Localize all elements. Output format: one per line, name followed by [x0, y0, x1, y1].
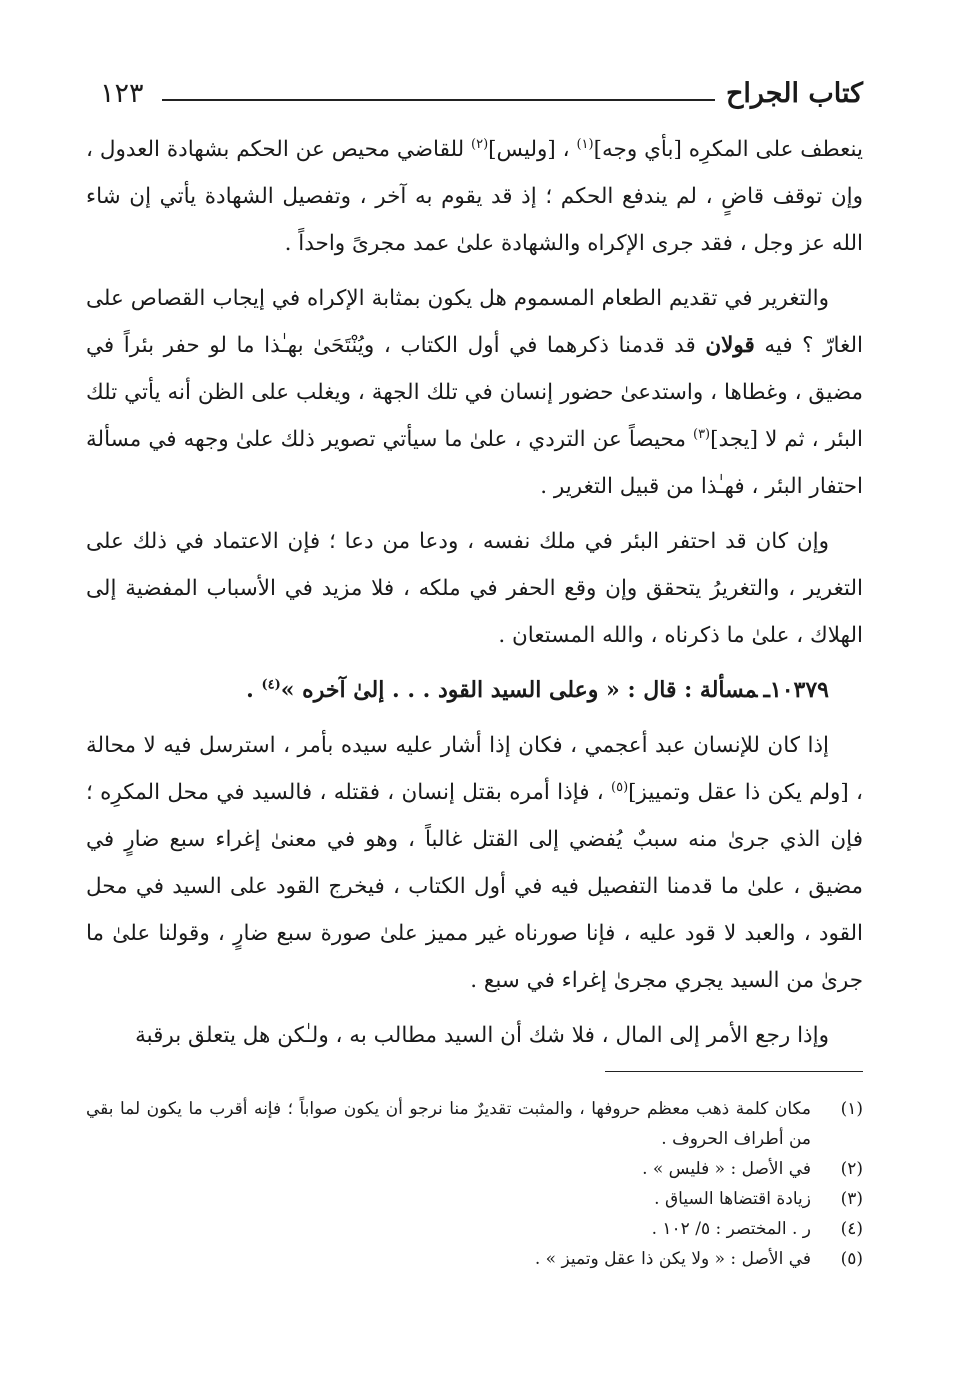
text-run: قد قدمنا ذكرهما في أول الكتاب ، ويُنْتَحَىٰ بهـٰذا ما لو حفر بئراً في مضيق ، وغطاها ، واستدعىٰ حضور إنسان في تلك الجهة ، ويغلب على الظن أنه يأتي تلك البئر ، ثم لا [يجد]	[86, 333, 863, 452]
footnote-ref: (٥)	[611, 779, 629, 795]
paragraph-5: وإذا رجع الأمر إلى المال ، فلا شك أن السيد مطالب به ، ولـٰكن هل يتعلق برقبة	[135, 1023, 829, 1048]
main-text	[86, 126, 863, 1067]
footnote-text: زيادة اقتضاها السياق .	[654, 1189, 811, 1209]
issue-heading	[86, 667, 863, 714]
header-rule	[162, 99, 715, 101]
text-run: للقاضي محيص عن الحكم بشهادة العدول ، وإن توقف قاضٍ ، لم يندفع الحكم ؛ إذ قد يقوم به آخر ، وتفصيل الشهادة يأتي إن شاء الله عز وجل ، فقد جرى الإكراه والشهادة علىٰ عمد مجرىً واحداً .	[86, 137, 863, 256]
footnote-number: (٥)	[840, 1249, 863, 1269]
footnote-text: في الأصل : « ولا يكن ذا عقل وتميز » .	[534, 1249, 811, 1269]
footnotes	[86, 1094, 863, 1274]
footnote-4	[86, 1214, 863, 1244]
text-run: ، فإذا أمره بقتل إنسان ، فقتله ، فالسيد في محل المكرِه ؛ فإن الذي جرىٰ منه سببٌ يُفضي إلى القتل غالباً ، وهو في معنىٰ إغراء سبع ضارٍ في مضيق ، علىٰ ما قدمنا التفصيل فيه في أول الكتاب ، فيخرج القود على السيد في محل القود ، والعبد لا قود عليه ، فإنا صورناه غير مميز علىٰ صورة سبع ضارٍ ، وقولنا علىٰ ما جرىٰ من السيد يجري مجرىٰ إغراء في سبع .	[86, 780, 863, 993]
footnote-number: (١)	[840, 1099, 863, 1119]
page-number: ١٢٣	[100, 78, 144, 109]
footnote-ref: (٤)	[261, 677, 281, 693]
footnote-text: مكان كلمة ذهب معظم حروفها ، والمثبت تقديرٌ منا نرجو أن يكون صواباً ؛ فإنه أقرب ما يكون لما بقي من أطراف الحروف .	[86, 1099, 811, 1149]
text-run: محيصاً عن التردي ، علىٰ ما سيأتي تصوير ذلك علىٰ وجهه في مسألة احتفار البئر ، فهـٰذا من قبيل التغرير .	[86, 427, 863, 499]
footnote-separator	[605, 1071, 863, 1072]
bold-term: قولان	[705, 333, 755, 358]
text-run: إذا كان للإنسان عبد أعجمي ، فكان إذا أشار عليه سيده بأمر ، استرسل فيه لا محالة ، [ولم يكن ذا عقل وتمييز]	[86, 733, 863, 805]
book-title: كتاب الجراح	[725, 78, 863, 109]
footnote-number: (٤)	[840, 1219, 863, 1239]
footnote-text: ر . المختصر : ٥/ ١٠٢ .	[651, 1219, 811, 1239]
paragraph-2	[86, 275, 863, 510]
footnote-2	[86, 1154, 863, 1184]
issue-end: .	[246, 677, 262, 703]
footnote-text: في الأصل : « فليس » .	[642, 1159, 811, 1179]
text-run: ينعطف على المكرِه [بأي وجه]	[593, 137, 864, 162]
footnote-ref: (١)	[576, 136, 594, 152]
issue-label: مسألة : قال : « وعلى السيد القود . . . إلىٰ آخره »	[280, 677, 758, 703]
footnote-number: (٢)	[840, 1159, 863, 1179]
issue-number: ١٠٣٧٩ـ	[763, 677, 829, 703]
paragraph-1	[86, 126, 863, 267]
footnote-ref: (٣)	[692, 426, 711, 442]
footnote-1	[86, 1094, 863, 1154]
paragraph-4	[86, 722, 863, 1004]
footnote-5	[86, 1244, 863, 1274]
footnote-3	[86, 1184, 863, 1214]
text-run: ، [وليس]	[488, 137, 577, 162]
text-run: والتغرير في تقديم الطعام المسموم هل يكون بمثابة الإكراه في إيجاب القصاص على الغارّ ؟ فيه	[86, 286, 863, 358]
footnote-ref: (٢)	[471, 136, 489, 152]
paragraph-3: وإن كان قد احتفر البئر في ملك نفسه ، ودعا من دعا ؛ فإن الاعتماد في ذلك على التغرير ، والتغريرُ يتحقق وإن وقع الحفر في ملكه ، فلا مزيد في الأسباب المفضية إلى الهلاك ، علىٰ ما ذكرناه ، والله المستعان .	[86, 529, 863, 648]
running-header	[100, 78, 863, 118]
footnote-number: (٣)	[840, 1189, 863, 1209]
